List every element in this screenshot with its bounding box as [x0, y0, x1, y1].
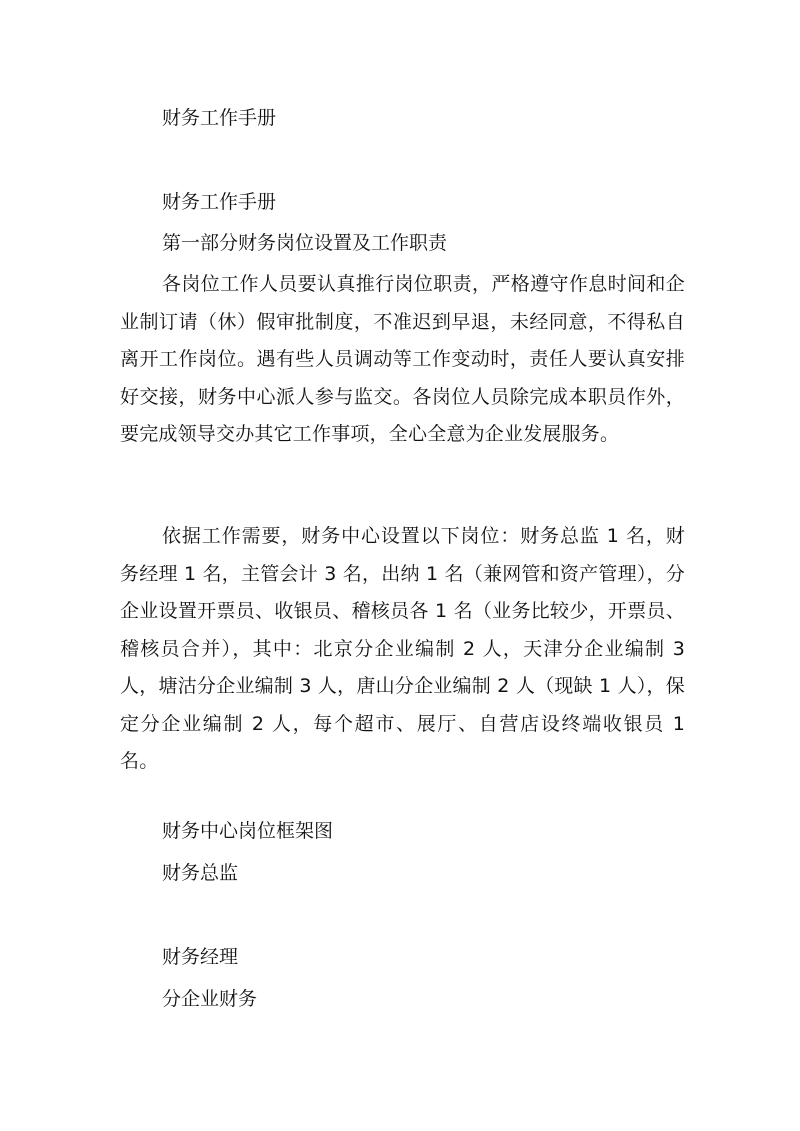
paragraph-positions: 依据工作需要，财务中心设置以下岗位：财务总监 1 名，财务经理 1 名，主管会计 3 名，出纳 1 名（兼网管和资产管理），分企业设置开票员、收银员、稽核员各 1 名（业务比较少，开票员、稽核员合并），其中：北京分企业编制 2 人，天津分企业编制 3 人，塘沽分企业编制 3 人，唐山分企业编制 2 人（现缺 1 人），保定分企业编制 2 人，每个超市、展厅、自营店设终端收银员 1 名。 — [120, 525, 685, 772]
org-chart-item-finance-manager: 财务经理 — [162, 946, 239, 968]
paragraph-duties: 各岗位工作人员要认真推行岗位职责，严格遵守作息时间和企业制订请（休）假审批制度，不准迟到早退，未经同意，不得私自离开工作岗位。遇有些人员调动等工作变动时，责任人要认真安排好交接，财务中心派人参与监交。各岗位人员除完成本职员作外，要完成领导交办其它工作事项，全心全意为企业发展服务。 — [120, 273, 685, 445]
document-title: 财务工作手册 — [162, 191, 277, 213]
header-title: 财务工作手册 — [162, 107, 277, 129]
org-chart-item-branch-finance: 分企业财务 — [162, 988, 258, 1010]
section-heading: 第一部分财务岗位设置及工作职责 — [162, 232, 448, 254]
org-chart-item-cfo: 财务总监 — [162, 862, 239, 884]
chart-title: 财务中心岗位框架图 — [162, 820, 334, 842]
